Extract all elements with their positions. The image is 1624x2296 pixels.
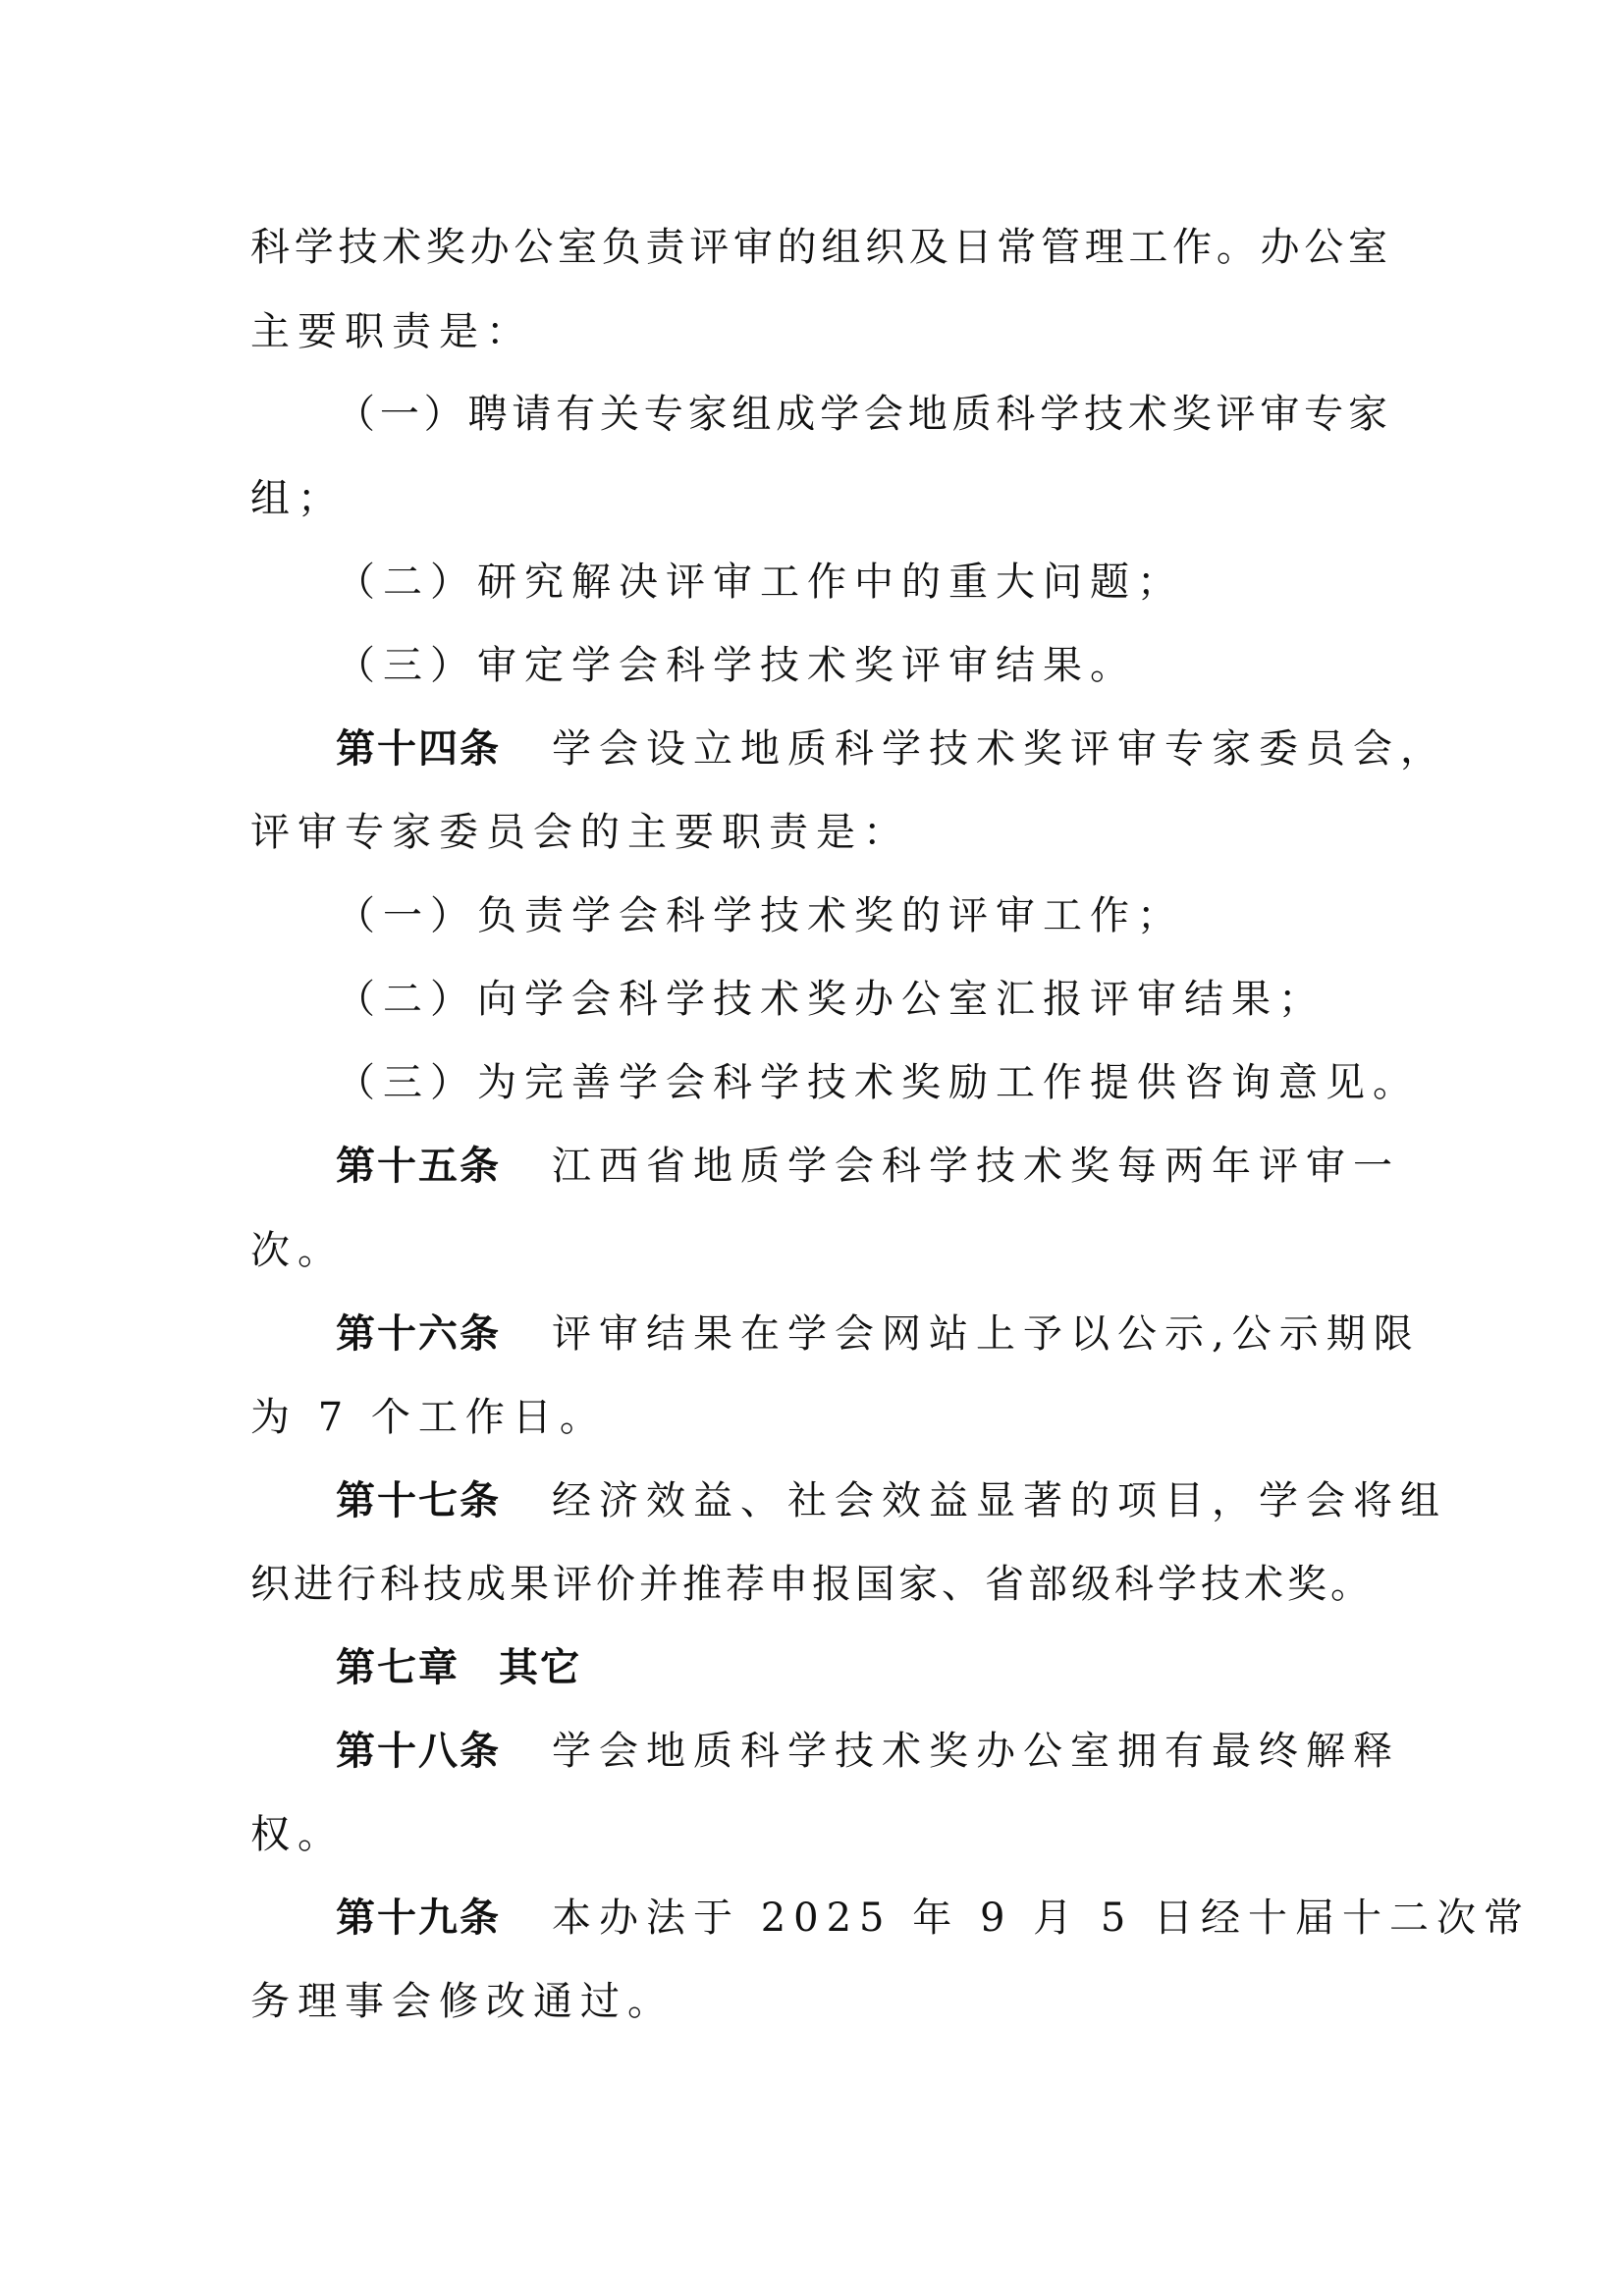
text-line: 务理事会修改通过。 [250, 1979, 675, 2024]
article-line [336, 720, 1447, 778]
article-heading: 第十八条 [336, 1729, 501, 1774]
list-item-line: （一）聘请有关专家组成学会地质科学技术奖评审专家 [336, 392, 1387, 437]
chapter-title: 其它 [499, 1645, 581, 1690]
list-item-line: （二）研究解决评审工作中的重大问题； [336, 560, 1184, 605]
text-line: 主要职责是： [250, 309, 533, 354]
article-text: 评审结果在学会网站上予以公示,公示期限 [552, 1311, 1421, 1357]
text-line: 科学技术奖办公室负责评审的组织及日常管理工作。办公室 [250, 225, 1387, 270]
text-line: 评审专家委员会的主要职责是： [250, 810, 910, 855]
article-text: 学会设立地质科学技术奖评审专家委员会， [552, 726, 1447, 772]
article-line [336, 1722, 1400, 1781]
article-heading: 第十七条 [336, 1478, 501, 1523]
article-heading: 第十四条 [336, 726, 501, 772]
text-line: 次。 [250, 1228, 345, 1273]
article-text: 本办法于 2025 年 9 月 5 日经十届十二次常 [552, 1896, 1531, 1941]
article-line [336, 1137, 1400, 1196]
list-item-line: （二）向学会科学技术奖办公室汇报评审结果； [336, 977, 1326, 1022]
text-line: 权。 [250, 1812, 345, 1857]
list-item-line: （三）审定学会科学技术奖评审结果。 [336, 643, 1137, 688]
article-heading: 第十九条 [336, 1896, 501, 1941]
text-line: 组； [250, 476, 345, 521]
article-text: 江西省地质学会科学技术奖每两年评审一 [552, 1144, 1400, 1189]
text-line: 为 7 个工作日。 [250, 1395, 607, 1440]
chapter-number: 第七章 [336, 1645, 460, 1690]
article-heading: 第十六条 [336, 1311, 501, 1357]
article-line [336, 1305, 1421, 1363]
text-line: 织进行科技成果评价并推荐申报国家、省部级科学技术奖。 [250, 1562, 1374, 1607]
article-text: 学会地质科学技术奖办公室拥有最终解释 [552, 1729, 1400, 1774]
list-item-line: （三）为完善学会科学技术奖励工作提供咨询意见。 [336, 1060, 1420, 1105]
article-heading: 第十五条 [336, 1144, 501, 1189]
article-text: 经济效益、社会效益显著的项目，学会将组 [552, 1478, 1447, 1523]
article-line [336, 1889, 1531, 1948]
list-item-line: （一）负责学会科学技术奖的评审工作； [336, 893, 1184, 938]
chapter-heading [336, 1638, 581, 1697]
article-line [336, 1471, 1447, 1530]
